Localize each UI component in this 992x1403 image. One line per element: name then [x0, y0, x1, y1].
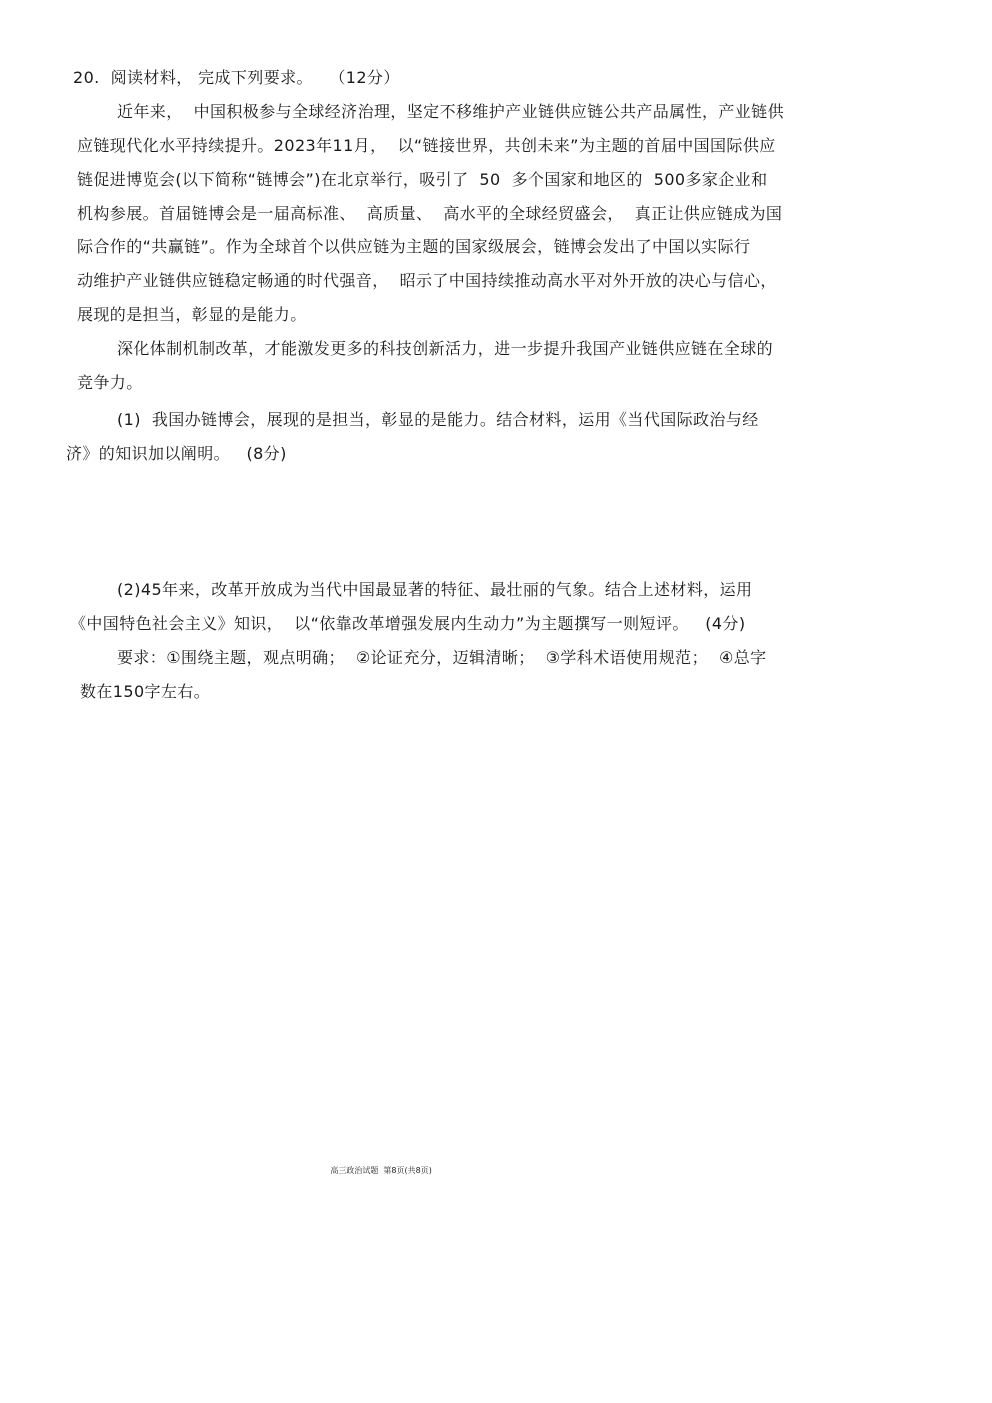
- requirements: 数在150字左右。: [80, 682, 211, 701]
- material-line: 深化体制机制改革，才能激发更多的科技创新活力，进一步提升我国产业链供应链在全球的: [117, 339, 774, 358]
- sub-question-1: 济》的知识加以阐明。 (8分): [66, 444, 287, 463]
- sub-question-2: 《中国特色社会主义》知识， 以“依靠改革增强发展内生动力”为主题撰写一则短评。 (4分): [70, 614, 746, 633]
- page-footer: [0, 1156, 992, 1186]
- requirements: 要求：①围绕主题，观点明确； ②论证充分，迈辑清晰； ③学科术语使用规范； ④总字: [117, 648, 767, 667]
- material-line: 竞争力。: [77, 373, 143, 392]
- material-line: 展现的是担当，彰显的是能力。: [77, 305, 307, 324]
- material-line: 动维护产业链供应链稳定畅通的时代强音， 昭示了中国持续推动高水平对外开放的决心与信心，: [77, 271, 777, 290]
- sub-question-2: (2)45年来，改革开放成为当代中国最显著的特征、最壮丽的气象。结合上述材料，运用: [117, 580, 753, 599]
- question-header: 20. 阅读材料， 完成下列要求。 （12分）: [73, 68, 400, 87]
- material-line: 近年来， 中国积极参与全球经济治理，坚定不移维护产业链供应链公共产品属性，产业链供: [117, 102, 784, 121]
- material-line: 际合作的“共赢链”。作为全球首个以供应链为主题的国家级展会，链博会发出了中国以实际行: [77, 237, 751, 256]
- page-number-label: 高三政治试题 第8页(共8页): [330, 1166, 432, 1175]
- sub-question-1: (1) 我国办链博会，展现的是担当，彰显的是能力。结合材料，运用《当代国际政治与经: [117, 410, 759, 429]
- material-line: 应链现代化水平持续提升。2023年11月， 以“链接世界，共创未来”为主题的首届中国国际供应: [77, 136, 776, 155]
- material-line: 机构参展。首届链博会是一届高标准、 高质量、 高水平的全球经贸盛会， 真正让供应链成为国: [77, 204, 783, 223]
- material-line: 链促进博览会(以下简称“链博会”)在北京举行，吸引了 50 多个国家和地区的 500多家企业和: [77, 170, 768, 189]
